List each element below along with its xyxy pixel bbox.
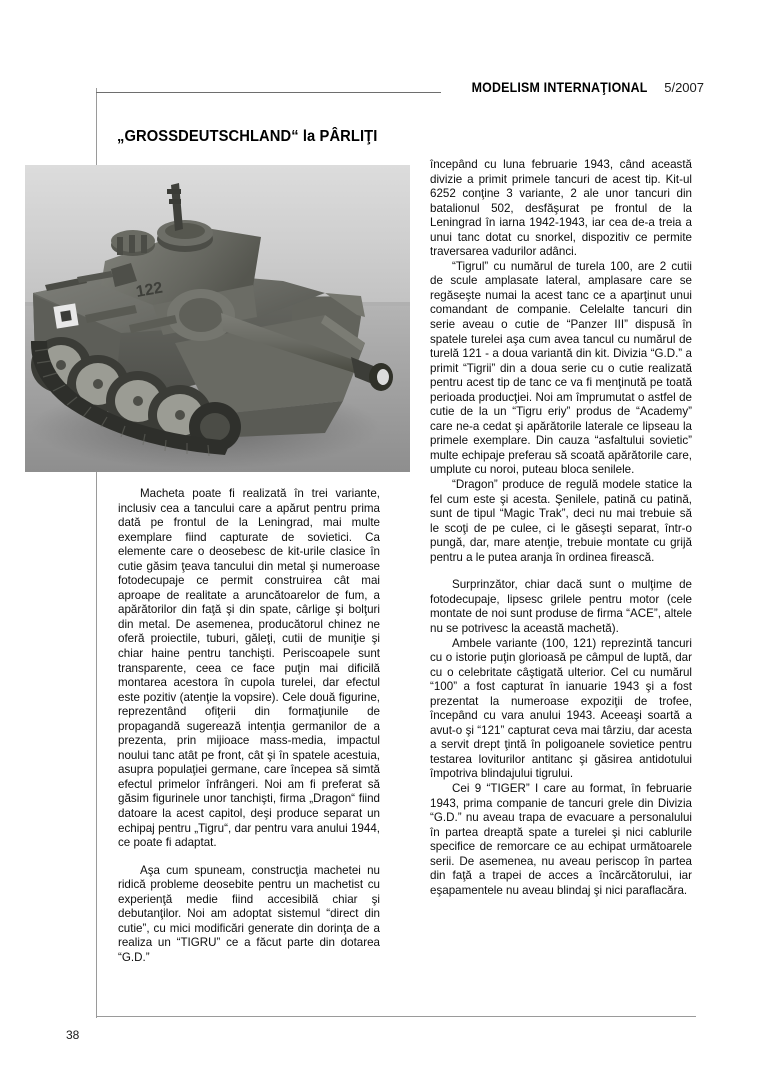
article-column-left	[118, 487, 380, 966]
tank-model-photograph	[25, 165, 410, 472]
turret-number-text: 122	[134, 279, 164, 301]
paragraph: începând cu luna februarie 1943, când această divizie a primit primele tancuri de acest tip. Kit-ul 6252 conţine 3 variante, 2 ale unor tancuri din batalionul 502, desfăşurat pe frontul de la Leningrad în iarna 1942-1943, iar cea de-a treia a unui tanc dotat cu snorkel, dispozitiv ce permite traversarea vadurilor adânci.	[430, 158, 692, 259]
masthead-rule	[96, 92, 441, 93]
paragraph: “Dragon” produce de regulă modele statice la fel cum este şi acesta. Şenilele, patină cu patină, sunt de tipul “Magic Trak”, deci nu mai trebuie să le scoţi de pe culee, ci le găseşti separat, într-o pungă, dar, mare atenţie, trebuie montate cu grijă pentru a le putea aranja în ordinea firească.	[430, 478, 692, 564]
page-number: 38	[66, 1028, 80, 1042]
paragraph: Aşa cum spuneam, construcţia machetei nu ridică probleme deosebite pentru un machetist cu experienţă medie fiind accesibilă chiar şi debutanţilor. Noi am adoptat sistemul “direct din cutie”, cu mici modificări generate din dorinţa de a realiza un “TIGRU” ce a făcut parte din dotarea “G.D.”	[118, 863, 380, 964]
paragraph: “Tigrul” cu numărul de turela 100, are 2 cutii de scule amplasate lateral, amplasare care se regăseşte numai la acest tanc ce a aparţinut unui comandant de companie. Celelalte tancuri din serie aveau o cutie de “Panzer III” dispusă în spatele turelei aşa cum avea tancul cu numărul de turelă 121 - a doua variantă din kit. Divizia “G.D.” a primit “Tigrii” din a doua serie cu o cutie realizată pentru acest tip de tanc ce va fi menţinută pe toată perioada producţiei. Noi am împrumutat o astfel de cutie de la un “Tigru eriy” produs de “Academy” care ne-a cedat şi apărătorile laterale ce lipseau la primele exemplare. Din cauza “asfaltului sovietic” multe echipaje preferau să scoată apărătorile care, umplute cu noroi, puteau bloca senilele.	[430, 259, 692, 477]
publication-title: MODELISM INTERNAŢIONAL	[471, 80, 648, 95]
paragraph: Ambele variante (100, 121) reprezintă tancuri cu o istorie puţin glorioasă pe câmpul de luptă, dar cu o celebritate câştigată ulterior. Cel cu numărul “100” a fost capturat în ianuarie 1943 şi a fost prezentat la numeroase expoziţii de trofee, începând cu vara anului 1943. Aceeaşi soartă a avut-o şi “121” capturat ceva mai târziu, dar acesta a servit drept ţintă în poligoanele sovietice pentru testarea loviturilor antitanc şi găsirea antidotului împotriva blindajului tigrului.	[430, 636, 692, 781]
masthead	[464, 80, 704, 95]
paragraph: Macheta poate fi realizată în trei variante, inclusiv cea a tancului care a apărut pentru prima dată pe frontul de la Leningrad, mai multe exemplare fiind capturate de sovietici. Ca elemente care o deosebesc de kit-urile clasice în cutie găsim ţeava tancului din metal şi numeroase fotodecupaje ce permit construirea cât mai aproape de realitate a aruncătoarelor de fum, a apărătorilor din faţă şi din spate, cârlige şi bolţuri din metal. De asemenea, producătorul chinez ne oferă proiectile, tuburi, găleţi, cutii de muniţie şi chiar haine pentru tanchişti. Periscoapele sunt transparente, ceea ce face puţin mai dificilă montarea acestora în cupola turelei, dar efectul este pozitiv (atenţie la vopsire). Cele două figurine, reprezentând ofiţerii din formaţiunile de propagandă sugerează intenţia germanilor de a prezenta, prin mijioace mass-media, impactul noului tanc atât pe front, cât şi în spatele acestuia, asupra populaţiei germane, care începea să simtă efectul primelor înfrângeri. Noi am fi preferat să găsim figurinele unor tanchişti, firma „Dragon“ fiind datoare la acest capitol, deşi produce separat un echipaj pentru „Tigru“, dar pentru vara anului 1944, ce poate fi adaptat.	[118, 487, 380, 850]
paragraph: Cei 9 “TIGER” I care au format, în februarie 1943, prima companie de tancuri grele din Divizia “G.D.” nu aveau trapa de evacuare a personalului în partea dreaptă spate a turelei şi nici cablurile specifice de remorcare ce au echipat următoarele serii. De asemenea, nu aveau periscop în partea din faţă a trapei de acces a încărcătorului, iar eşapamentele nu aveau blindaj şi nici paraflacăra.	[430, 781, 692, 897]
tank-photo-illustration	[25, 165, 410, 472]
footer-rule	[96, 1016, 696, 1017]
article-title: „GROSSDEUTSCHLAND“ la PÂRLIŢI	[117, 128, 378, 146]
balkenkreuz-marking	[53, 303, 78, 328]
article-column-right	[430, 158, 692, 898]
issue-number: 5/2007	[664, 80, 704, 95]
paragraph: Surprinzător, chiar dacă sunt o mulţime de fotodecupaje, lipsesc grilele pentru motor (cele montate de noi sunt produse de firma “ACE”, altele nu se potrivesc la această machetă).	[430, 578, 692, 635]
